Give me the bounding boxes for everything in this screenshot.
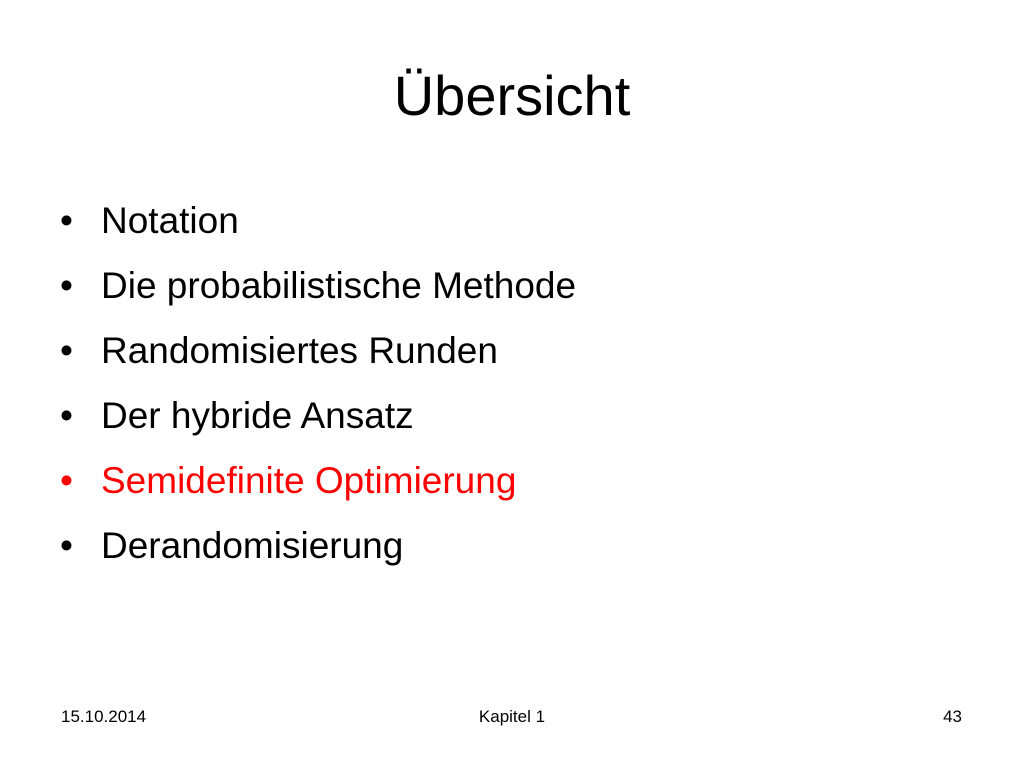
bullet-item-semidefinite-optimization <box>60 448 576 513</box>
bullet-text: Derandomisierung <box>101 525 404 566</box>
slide-title: Übersicht <box>393 64 631 127</box>
bullet-text: Die probabilistische Methode <box>101 265 577 306</box>
bullet-item-probabilistic-method <box>60 253 576 318</box>
footer-page-number: 43 <box>943 707 962 726</box>
bullet-item-randomized-rounding <box>60 318 576 383</box>
bullet-icon: • <box>60 395 73 436</box>
bullet-item-hybrid-approach <box>60 383 576 448</box>
bullet-item-notation <box>60 188 576 253</box>
bullet-icon: • <box>60 330 73 371</box>
bullet-text: Randomisiertes Runden <box>101 330 498 371</box>
bullet-icon: • <box>60 525 73 566</box>
bullet-text: Der hybride Ansatz <box>101 395 414 436</box>
bullet-icon: • <box>60 460 73 501</box>
bullet-icon: • <box>60 200 73 241</box>
footer-date: 15.10.2014 <box>61 707 147 726</box>
bullet-text: Semidefinite Optimierung <box>101 460 517 501</box>
footer-chapter: Kapitel 1 <box>478 707 546 726</box>
bullet-item-derandomization <box>60 513 576 578</box>
bullet-list <box>60 188 576 578</box>
bullet-icon: • <box>60 265 73 306</box>
bullet-text: Notation <box>101 200 239 241</box>
